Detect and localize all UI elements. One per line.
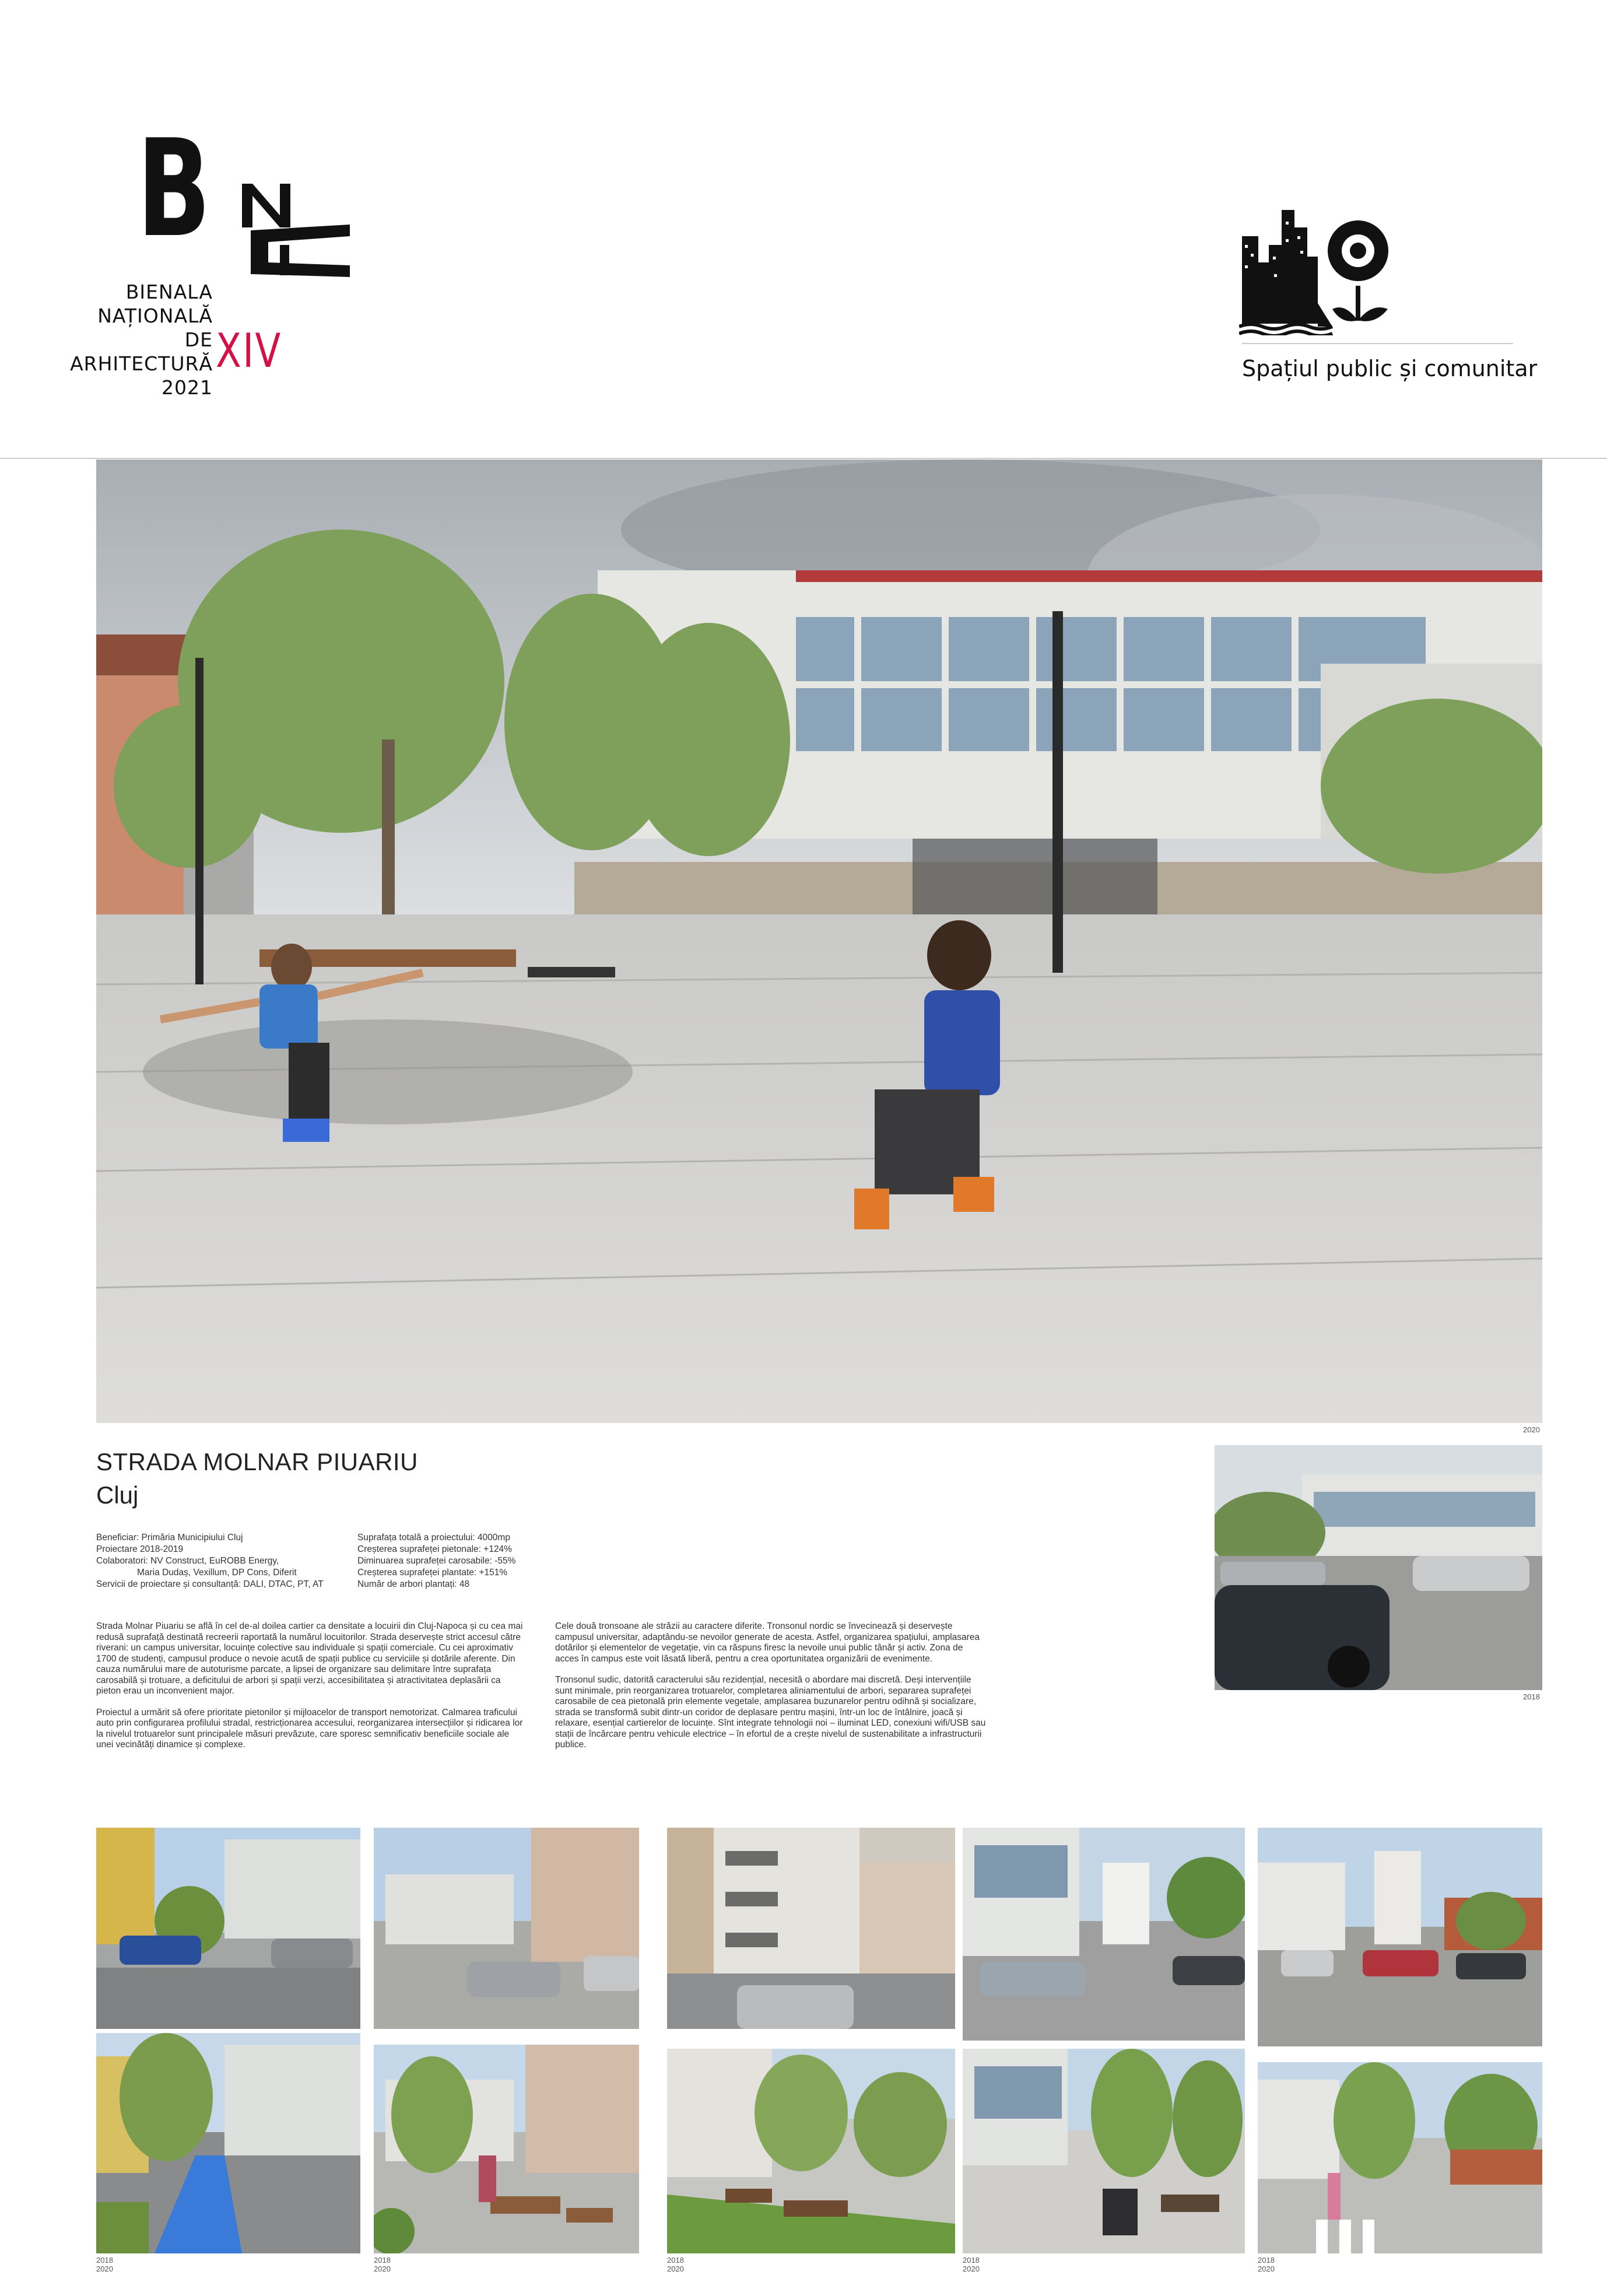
header-divider — [0, 458, 1607, 459]
grid-photo-bottom-4 — [963, 2049, 1245, 2253]
hero-photo — [96, 460, 1542, 1423]
grid-caption — [1258, 2256, 1275, 2273]
logo-letter-b: B — [137, 111, 211, 267]
logo-line: BIENALA — [125, 281, 213, 303]
side-caption: 2018 — [1523, 1692, 1540, 1701]
body-paragraph: Strada Molnar Piuariu se află în cel de-al doilea cartier ca densitate a locuirii din Cluj-Napoca și cu cea mai redusă suprafață destinată recreerii raportată la numărul locuitorilor. Strada deservește strict accesul către riverani: un campus universitar, locuințe colective sau individuale și spații comerciale. Cu cei aproximativ 1700 de studenți, campusul produce o nevoie acută de spații publice cu serviciile și dotările aferente. Din cauza numărului mare de autoturisme parcate, a lipsei de organizare sau delimitare între suprafața carosabilă și trotuare, a deficitului de arbori și spații verzi, accesibilitatea și atractivitatea deplasării ca pieton erau un inconvenient major. — [96, 1621, 523, 1696]
edition-number: XIV — [216, 324, 282, 378]
facts-left — [96, 1532, 324, 1590]
project-title: STRADA MOLNAR PIUARIU — [96, 1448, 418, 1475]
logo-line: 2021 — [162, 376, 213, 399]
fact-line: Suprafața totală a proiectului: 4000mp — [357, 1533, 510, 1543]
caption-year: 2018 — [963, 2256, 980, 2265]
fact-line: Colaboratori: NV Construct, EuROBB Energy, — [96, 1556, 279, 1566]
fact-line: Beneficiar: Primăria Municipiului Cluj — [96, 1533, 243, 1543]
caption-year: 2018 — [1258, 2256, 1275, 2265]
logo-text — [70, 280, 213, 399]
fact-line: Servicii de proiectare și consultanță: DALI, DTAC, PT, AT — [96, 1579, 324, 1589]
grid-photo-top-3 — [667, 1828, 955, 2029]
grid-photo-bottom-5 — [1258, 2062, 1542, 2253]
fact-line: Creșterea suprafeței pietonale: +124% — [357, 1544, 512, 1554]
body-text-right — [555, 1621, 987, 1761]
logo-line: ARHITECTURĂ — [70, 352, 213, 375]
grid-caption — [96, 2256, 113, 2273]
grid-caption — [667, 2256, 684, 2273]
grid-photo-bottom-1 — [96, 2033, 360, 2253]
category-rule — [1242, 343, 1513, 344]
grid-caption — [963, 2256, 980, 2273]
body-text-left — [96, 1621, 528, 1761]
fact-line: Maria Dudaș, Vexillum, DP Cons, Diferit — [137, 1568, 297, 1578]
grid-photo-bottom-3 — [667, 2049, 955, 2253]
hero-caption: 2020 — [1523, 1425, 1540, 1434]
city-flower-icon — [1239, 210, 1391, 335]
caption-year: 2018 — [96, 2256, 113, 2265]
caption-year: 2020 — [96, 2265, 113, 2273]
fact-line: Creșterea suprafeței plantate: +151% — [357, 1568, 508, 1578]
fact-line: Proiectare 2018-2019 — [96, 1544, 184, 1554]
facts-right — [357, 1532, 515, 1590]
grid-caption — [374, 2256, 391, 2273]
bna-logo — [70, 111, 362, 408]
fact-line: Diminuarea suprafeței carosabile: -55% — [357, 1556, 516, 1566]
body-paragraph: Proiectul a urmărit să ofere prioritate pietonilor și mijloacelor de transport nemotorizat. Calmarea traficului auto prin configurarea profilului stradal, restricționarea accesului, reorganizarea intersecțiilor și ridicarea lor la nivelul trotuarelor sunt principalele măsuri prevăzute, care sporesc semnificativ beneficiile sociale ale unei vecinătăți dinamice și complexe. — [96, 1707, 523, 1750]
caption-year: 2020 — [667, 2265, 684, 2273]
grid-photo-top-4 — [963, 1828, 1245, 2041]
caption-year: 2020 — [963, 2265, 980, 2273]
body-paragraph: Tronsonul sudic, datorită caracterului său rezidențial, necesită o abordare mai discretă. Deși intervențiile sunt minimale, prin reorganizarea trotuarelor, completarea aliniamentului de arbori, separarea suprafeței carosabile de cea pietonală prin elemente vegetale, amplasarea buzunarelor pentru odihnă și socializare, strada se transformă subit dintr-un coridor de deplasare pentru mașini, într-un loc de întâlnire, joacă și relaxare, esențial cartierelor de locuințe. Sînt integrate tehnologii noi – iluminat LED, conexiuni wifi/USB sau stații de încărcare pentru vehicule electrice – în efortul de a crește nivelul de sustenabilitate a infrastructurii publice. — [555, 1675, 986, 1750]
caption-year: 2018 — [667, 2256, 684, 2265]
logo-line: NAȚIONALĂ — [97, 304, 213, 327]
logo-na-mark — [224, 157, 350, 280]
body-paragraph: Cele două tronsoane ale străzii au caractere diferite. Tronsonul nordic se învecinează și deservește campusul universitar, adaptându-se nevoilor generate de acesta. Astfel, organizarea spațiului, amplasarea dotărilor și elementelor de vegetație, vin ca răspuns firesc la nevoile unui public tânăr și activ. Zona de acces în campus este voit lăsată liberă, pentru a crea oportunitatea organizării de evenimente. — [555, 1621, 980, 1664]
grid-photo-bottom-2 — [374, 2045, 639, 2253]
side-photo — [1215, 1445, 1542, 1690]
fact-line: Număr de arbori plantați: 48 — [357, 1579, 470, 1589]
project-city: Cluj — [96, 1481, 139, 1509]
grid-photo-top-1 — [96, 1828, 360, 2029]
caption-year: 2020 — [374, 2265, 391, 2273]
caption-year: 2018 — [374, 2256, 391, 2265]
grid-photo-top-5 — [1258, 1828, 1542, 2046]
category-label: Spațiul public și comunitar — [1242, 356, 1538, 381]
logo-line: DE — [184, 328, 213, 351]
grid-photo-top-2 — [374, 1828, 639, 2029]
caption-year: 2020 — [1258, 2265, 1275, 2273]
